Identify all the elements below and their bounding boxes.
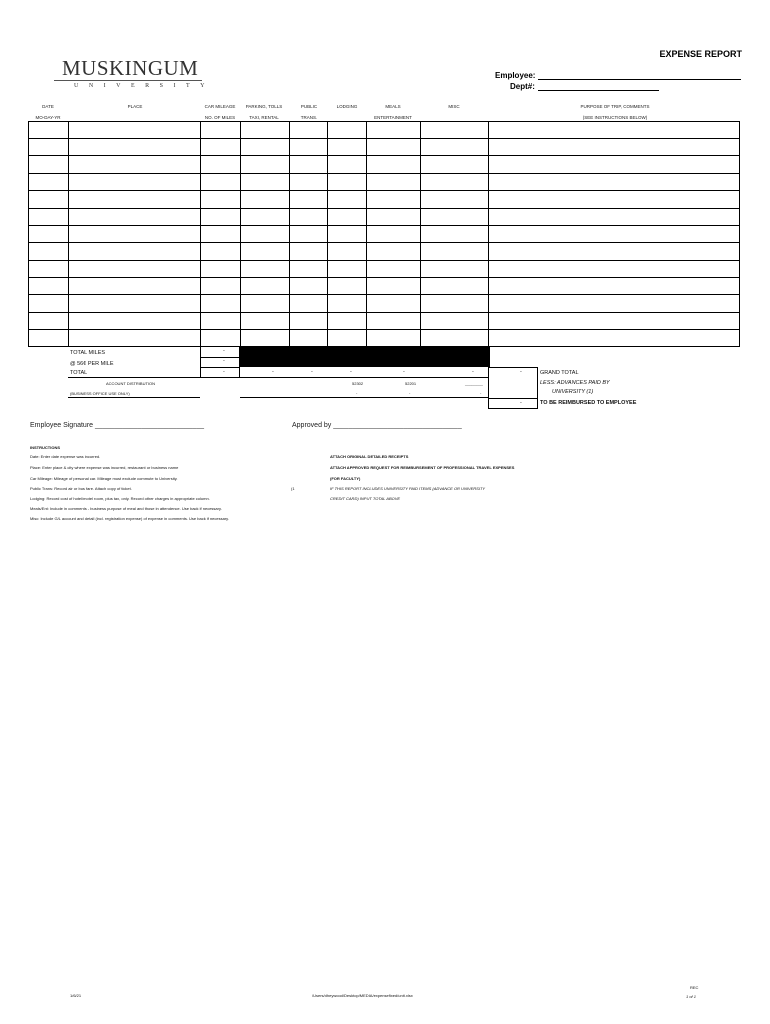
total-misc: - [472,369,474,375]
cell-divider [200,357,240,358]
instruction-public-trans: Public Trans: Record air or bus fare. Attach copy of ticket. [30,486,132,491]
column-subheader-entertainment: ENTERTAINMENT [374,115,412,120]
grid-row-divider [28,312,740,313]
total-meals: - [403,369,405,375]
footer-rec: REC [690,985,699,990]
cell-divider [200,367,240,368]
grid-row-divider [28,277,740,278]
blacked-out-area [240,347,490,367]
instruction-car-mileage: Car Mileage: Mileage of personal car. Mileage must exclude commute to University. [30,476,178,481]
column-subheader-date: MO-DAY-YR [35,115,61,120]
university-label: UNIVERSITY (1) [552,389,594,395]
total-row-underline [68,377,488,378]
logo-rule [54,80,202,81]
footer-date: 1/6/21 [70,993,82,998]
employee-signature-field[interactable]: Employee Signature ____________________________ [30,422,204,429]
column-subheader-instructions: (SEE INSTRUCTIONS BELOW) [582,115,648,120]
column-header-purpose: PURPOSE OF TRIP, COMMENTS [580,104,650,109]
instruction-date: Date: Enter date expense was incurred. [30,454,101,459]
column-header-lodging: LODGING [336,104,358,109]
grid-row-divider [28,190,740,191]
total-miles-label: TOTAL MILES [70,350,106,356]
miles-total-cells [200,347,240,377]
grid-row-divider [28,260,740,261]
page-title: EXPENSE REPORT [659,49,742,59]
less-advances-label: LESS: ADVANCES PAID BY [540,380,610,386]
column-header-place: PLACE [127,104,143,109]
instruction-for-faculty: (FOR FACULTY) [330,476,361,481]
total-public: - [311,369,313,375]
account-code-lodging: 52302 [352,381,364,386]
grid-row-divider [28,208,740,209]
reimbursed-value: - [520,400,522,406]
account-distribution-label: ACCOUNT DISTRIBUTION [106,381,156,386]
account-underline [68,397,200,398]
account-value-meals: - [409,390,411,395]
grand-total-value: - [520,369,522,375]
dept-field[interactable] [538,90,659,91]
approved-by-field[interactable]: Approved by _________________________________ [292,422,462,429]
dept-label: Dept#: [510,82,535,91]
grid-row-divider [28,329,740,330]
column-subheader-taxi: TAXI, RENTAL [249,115,279,120]
total-miles-value: - [223,348,225,354]
grand-total-label: GRAND TOTAL [540,370,579,376]
account-code-meals: 52201 [405,381,417,386]
instruction-note-marker: (1 [291,486,295,491]
per-mile-label: @ 56¢ PER MILE [70,361,114,367]
column-subheader-miles: NO. OF MILES [204,115,236,120]
grid-row-divider [28,155,740,156]
column-header-car-mileage: CAR MILEAGE [204,104,236,109]
employee-field[interactable] [538,79,741,80]
grand-total-box[interactable] [488,367,538,409]
column-header-parking: PARKING, TOLLS [245,104,283,109]
footer-file-path: /Users/dheywood/Desktop/MEDIA/expensefixed/unit.xlsx [312,993,413,998]
university-logo: MUSKINGUM [62,56,199,80]
instruction-misc: Misc: Include G/L account and detail (incl. registration expense) of expense in comments. Use back if necessary. [30,516,229,521]
instruction-attach-receipts: ATTACH ORIGINAL DETAILED RECEIPTS [330,454,409,459]
grid-row-divider [28,173,740,174]
total-car: - [223,369,225,375]
account-code-misc: ________ [465,381,483,386]
instruction-university-paid: IF THIS REPORT INCLUDES UNIVERSITY PAID ITEMS (ADVANCE OR UNIVERSITY [330,486,486,491]
instructions-heading: INSTRUCTIONS [30,445,60,450]
cell-divider [488,398,538,399]
grid-row-divider [28,294,740,295]
column-header-misc: MISC [448,104,460,109]
instruction-place: Place: Enter place & city where expense was incurred, restaurant or business name [30,465,179,470]
column-subheader-trans: TRANS. [300,115,318,120]
instruction-lodging: Lodging: Record cost of hotel/motel room, plus tax, only. Record other charges in appropriate column. [30,496,210,501]
total-parking: - [272,369,274,375]
total-label: TOTAL [70,370,88,376]
grid-row-divider [28,225,740,226]
column-header-public: PUBLIC [300,104,318,109]
column-header-date: DATE [42,104,54,109]
instruction-meals: Meals/Ent: Include in comments - business purpose of meal and those in attendence. Use back if necessary. [30,506,222,511]
business-office-label: (BUSINESS OFFICE USE ONLY) [70,391,130,396]
total-lodging: - [350,369,352,375]
account-underline [240,397,488,398]
university-logo-subtitle: UNIVERSITY [74,83,215,89]
instruction-credit-card: CREDIT CARD) INPUT TOTAL ABOVE [330,496,401,501]
per-mile-value: - [223,358,225,364]
column-header-meals: MEALS [385,104,401,109]
employee-label: Employee: [495,71,536,80]
account-value-misc: - [480,390,482,395]
reimbursed-label: TO BE REIMBURSED TO EMPLOYEE [540,400,637,406]
grid-row-divider [28,138,740,139]
grid-row-divider [28,242,740,243]
footer-page-number: 1 of 1 [686,994,697,999]
account-value-lodging: - [356,390,358,395]
instruction-attach-request: ATTACH APPROVED REQUEST FOR REIMBURSEMENT OF PROFESSIONAL TRAVEL EXPENSES [330,465,515,470]
